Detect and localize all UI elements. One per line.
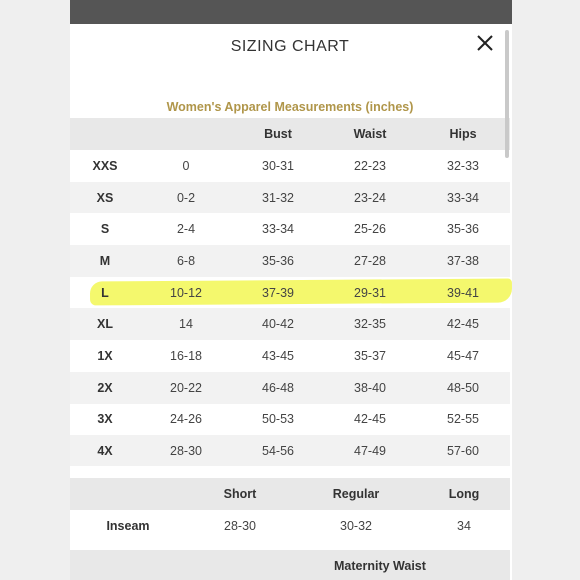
table-header-row: [70, 118, 510, 150]
header-waist: Waist: [324, 118, 416, 150]
waist-value: 27-28: [324, 245, 416, 277]
inseam-table: [70, 478, 510, 542]
numeric-size: 20-22: [140, 372, 232, 404]
size-label: L: [101, 285, 109, 300]
size-label: XL: [70, 308, 140, 340]
hips-value: 35-36: [447, 222, 479, 237]
size-label: XXS: [92, 158, 118, 173]
bust-value: 33-34: [262, 222, 294, 237]
numeric-size: 0: [182, 158, 190, 173]
bust-value: 31-32: [232, 182, 324, 214]
header-numeric: [140, 118, 232, 150]
sizing-chart-modal: [70, 24, 512, 580]
bust-value: 35-36: [232, 245, 324, 277]
bust-value: 46-48: [232, 372, 324, 404]
waist-value: 25-26: [354, 222, 386, 237]
header-regular: Regular: [294, 478, 418, 510]
maternity-table: [70, 550, 510, 580]
hips-value: 45-47: [447, 348, 479, 363]
size-label: M: [70, 245, 140, 277]
waist-value: 47-49: [324, 435, 416, 467]
size-label: 2X: [70, 372, 140, 404]
bust-value: 43-45: [262, 348, 294, 363]
inseam-regular: 30-32: [340, 519, 372, 533]
modal-top-bar: [70, 0, 512, 24]
modal-title: SIZING CHART: [230, 38, 350, 55]
header-hips: Hips: [416, 118, 510, 150]
table-row: [70, 510, 510, 542]
inseam-header-blank: [70, 478, 186, 510]
numeric-size: 28-30: [140, 435, 232, 467]
numeric-size: 24-26: [170, 412, 202, 427]
inseam-label: Inseam: [106, 519, 150, 533]
bust-value: 30-31: [262, 158, 294, 173]
bust-value: 54-56: [232, 435, 324, 467]
table-row-highlighted: [70, 277, 510, 309]
table-row: [70, 372, 510, 404]
hips-value: 32-33: [447, 158, 479, 173]
table-row: [70, 340, 510, 372]
waist-value: 38-40: [324, 372, 416, 404]
hips-value: 48-50: [416, 372, 510, 404]
waist-value: 22-23: [354, 158, 386, 173]
inseam-long: 34: [457, 519, 471, 533]
apparel-size-table: [70, 118, 510, 467]
waist-value: 23-24: [324, 182, 416, 214]
table-row: [70, 435, 510, 467]
numeric-size: 6-8: [140, 245, 232, 277]
hips-value: 33-34: [416, 182, 510, 214]
waist-value: 29-31: [354, 285, 386, 300]
header-long: Long: [418, 478, 510, 510]
size-label: 1X: [97, 348, 113, 363]
scrollbar[interactable]: [505, 30, 509, 158]
measurements-subtitle: Women's Apparel Measurements (inches): [166, 100, 414, 114]
numeric-size: 16-18: [170, 348, 202, 363]
maternity-header-row: [70, 550, 510, 580]
table-row: [70, 182, 510, 214]
hips-value: 52-55: [447, 412, 479, 427]
size-label: XS: [70, 182, 140, 214]
hips-value: 42-45: [416, 308, 510, 340]
size-label: 3X: [97, 412, 113, 427]
waist-value: 32-35: [324, 308, 416, 340]
header-bust: Bust: [232, 118, 324, 150]
header-size: [70, 118, 140, 150]
numeric-size: 2-4: [176, 222, 196, 237]
header-short: Short: [186, 478, 294, 510]
hips-value: 39-41: [447, 285, 479, 300]
bust-value: 50-53: [262, 412, 294, 427]
table-row: [70, 404, 510, 436]
inseam-header-row: [70, 478, 510, 510]
numeric-size: 14: [140, 308, 232, 340]
table-gap: [70, 466, 510, 478]
close-button[interactable]: [474, 32, 496, 54]
waist-value: 42-45: [354, 412, 386, 427]
close-icon: [474, 32, 496, 54]
table-row: [70, 150, 510, 182]
hips-value: 37-38: [416, 245, 510, 277]
size-label: 4X: [70, 435, 140, 467]
maternity-waist-header: Maternity Waist: [220, 550, 510, 580]
bust-value: 37-39: [262, 285, 294, 300]
numeric-size: 10-12: [170, 285, 202, 300]
hips-value: 57-60: [416, 435, 510, 467]
table-row: [70, 308, 510, 340]
size-label: S: [100, 222, 110, 237]
inseam-short: 28-30: [224, 519, 256, 533]
maternity-header-blank: [70, 550, 220, 580]
numeric-size: 0-2: [140, 182, 232, 214]
bust-value: 40-42: [232, 308, 324, 340]
table-row: [70, 213, 510, 245]
table-row: [70, 245, 510, 277]
waist-value: 35-37: [354, 348, 386, 363]
